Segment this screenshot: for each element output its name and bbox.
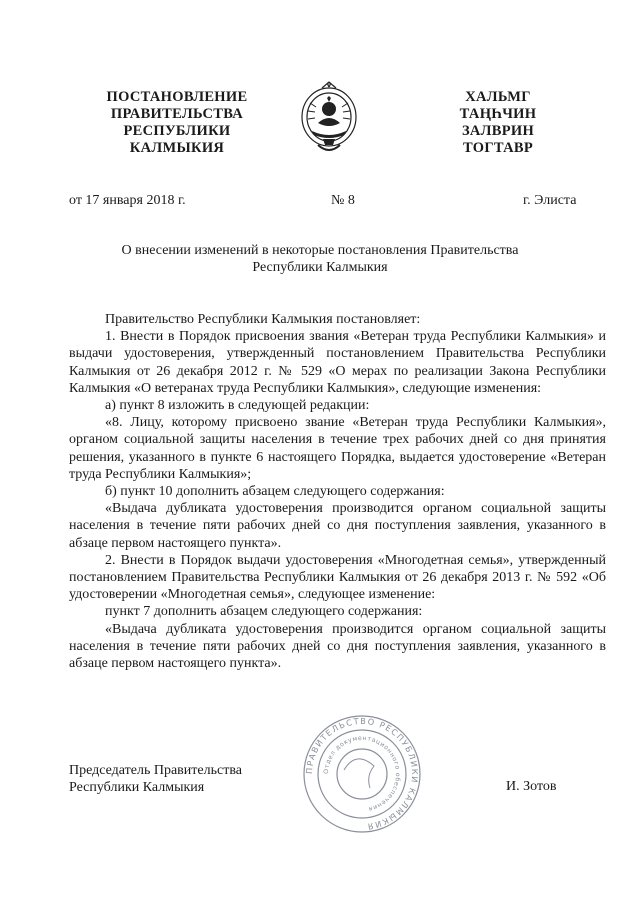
header-left-title bbox=[82, 89, 272, 157]
header-left-line: ПРАВИТЕЛЬСТВА bbox=[110, 106, 244, 122]
kalmykia-coat-of-arms-icon bbox=[298, 79, 360, 159]
title-line: О внесении изменений в некоторые постановления Правительства bbox=[121, 243, 519, 258]
header-right-line: ТАҢҺЧИН bbox=[459, 106, 537, 122]
paragraph: «8. Лицу, которому присвоено звание «Ветеран труда Республики Калмыкия», органом социальной защиты населения в течение трех рабочих дней со дня принятия решения, указанного в пункте 6 настоящего Порядка, выдается удостоверение «Ветеран труда Республики Калмыкия»; bbox=[69, 415, 606, 482]
paragraph: 1. Внести в Порядок присвоения звания «Ветеран труда Республики Калмыкия» и выдачи удостоверения, утвержденный постановлением Правительства Республики Калмыкия от 26 декабря 2012 г. № 529 «О мерах по реализации Закона Республики Калмыкия «О ветеранах труда Республики Калмыкия», следующие изменения: bbox=[69, 329, 606, 396]
document-title bbox=[100, 242, 540, 276]
signatory-position-line: Республики Калмыкия bbox=[69, 780, 205, 795]
document-date: от 17 января 2018 г. bbox=[69, 193, 186, 208]
header-right-line: ХАЛЬМГ bbox=[465, 89, 531, 105]
header-right-line: ЗАЛВРИН bbox=[461, 123, 535, 139]
paragraph: пункт 7 дополнить абзацем следующего содержания: bbox=[105, 604, 423, 620]
signatory-position-line: Председатель Правительства bbox=[69, 763, 242, 778]
document-number: № 8 bbox=[331, 193, 355, 208]
stamp-outer-text: ПРАВИТЕЛЬСТВО РЕСПУБЛИКИ КАЛМЫКИЯ bbox=[303, 715, 421, 832]
paragraph: а) пункт 8 изложить в следующей редакции: bbox=[105, 398, 370, 414]
paragraph: «Выдача дубликата удостоверения производится органом социальной защиты населения в течение пяти рабочих дней со дня поступления заявления, указанного в абзаце первом настоящего пункта». bbox=[69, 501, 606, 551]
svg-text:Отдел документационного обеспе bbox=[323, 735, 402, 812]
stamp-signature-stroke bbox=[344, 759, 374, 788]
paragraph: 2. Внести в Порядок выдачи удостоверения «Многодетная семья», утвержденный постановлением Правительства Республики Калмыкия от 26 декабря 2013 г. № 592 «Об удостоверении «Многодетная семья», следующее изменение: bbox=[69, 552, 606, 603]
paragraph: «Выдача дубликата удостоверения производится органом социальной защиты населения в течение пяти рабочих дней со дня поступления заявления, указанного в абзаце первом настоящего пункта». bbox=[69, 621, 606, 672]
paragraph: б) пункт 10 дополнить абзацем следующего содержания: bbox=[105, 484, 445, 500]
header-left-line: КАЛМЫКИЯ bbox=[129, 140, 225, 156]
signatory-position bbox=[69, 762, 242, 796]
svg-text:ПРАВИТЕЛЬСТВО РЕСПУБЛИКИ КАЛМЫ bbox=[304, 716, 420, 832]
header-right-title bbox=[438, 89, 558, 157]
header-left-line: ПОСТАНОВЛЕНИЕ bbox=[106, 89, 248, 105]
title-line: Республики Калмыкия bbox=[252, 260, 388, 275]
header-left-line: РЕСПУБЛИКИ bbox=[123, 123, 231, 139]
stamp-inner-text: Отдел документационного обеспечения bbox=[322, 734, 402, 813]
header-right-line: ТОГТАВР bbox=[462, 140, 534, 156]
paragraph: Правительство Республики Калмыкия постановляет: bbox=[105, 312, 421, 327]
signatory-name: И. Зотов bbox=[506, 779, 557, 794]
document-body bbox=[69, 311, 606, 672]
official-stamp-seal bbox=[300, 712, 424, 836]
document-city: г. Элиста bbox=[523, 193, 577, 208]
